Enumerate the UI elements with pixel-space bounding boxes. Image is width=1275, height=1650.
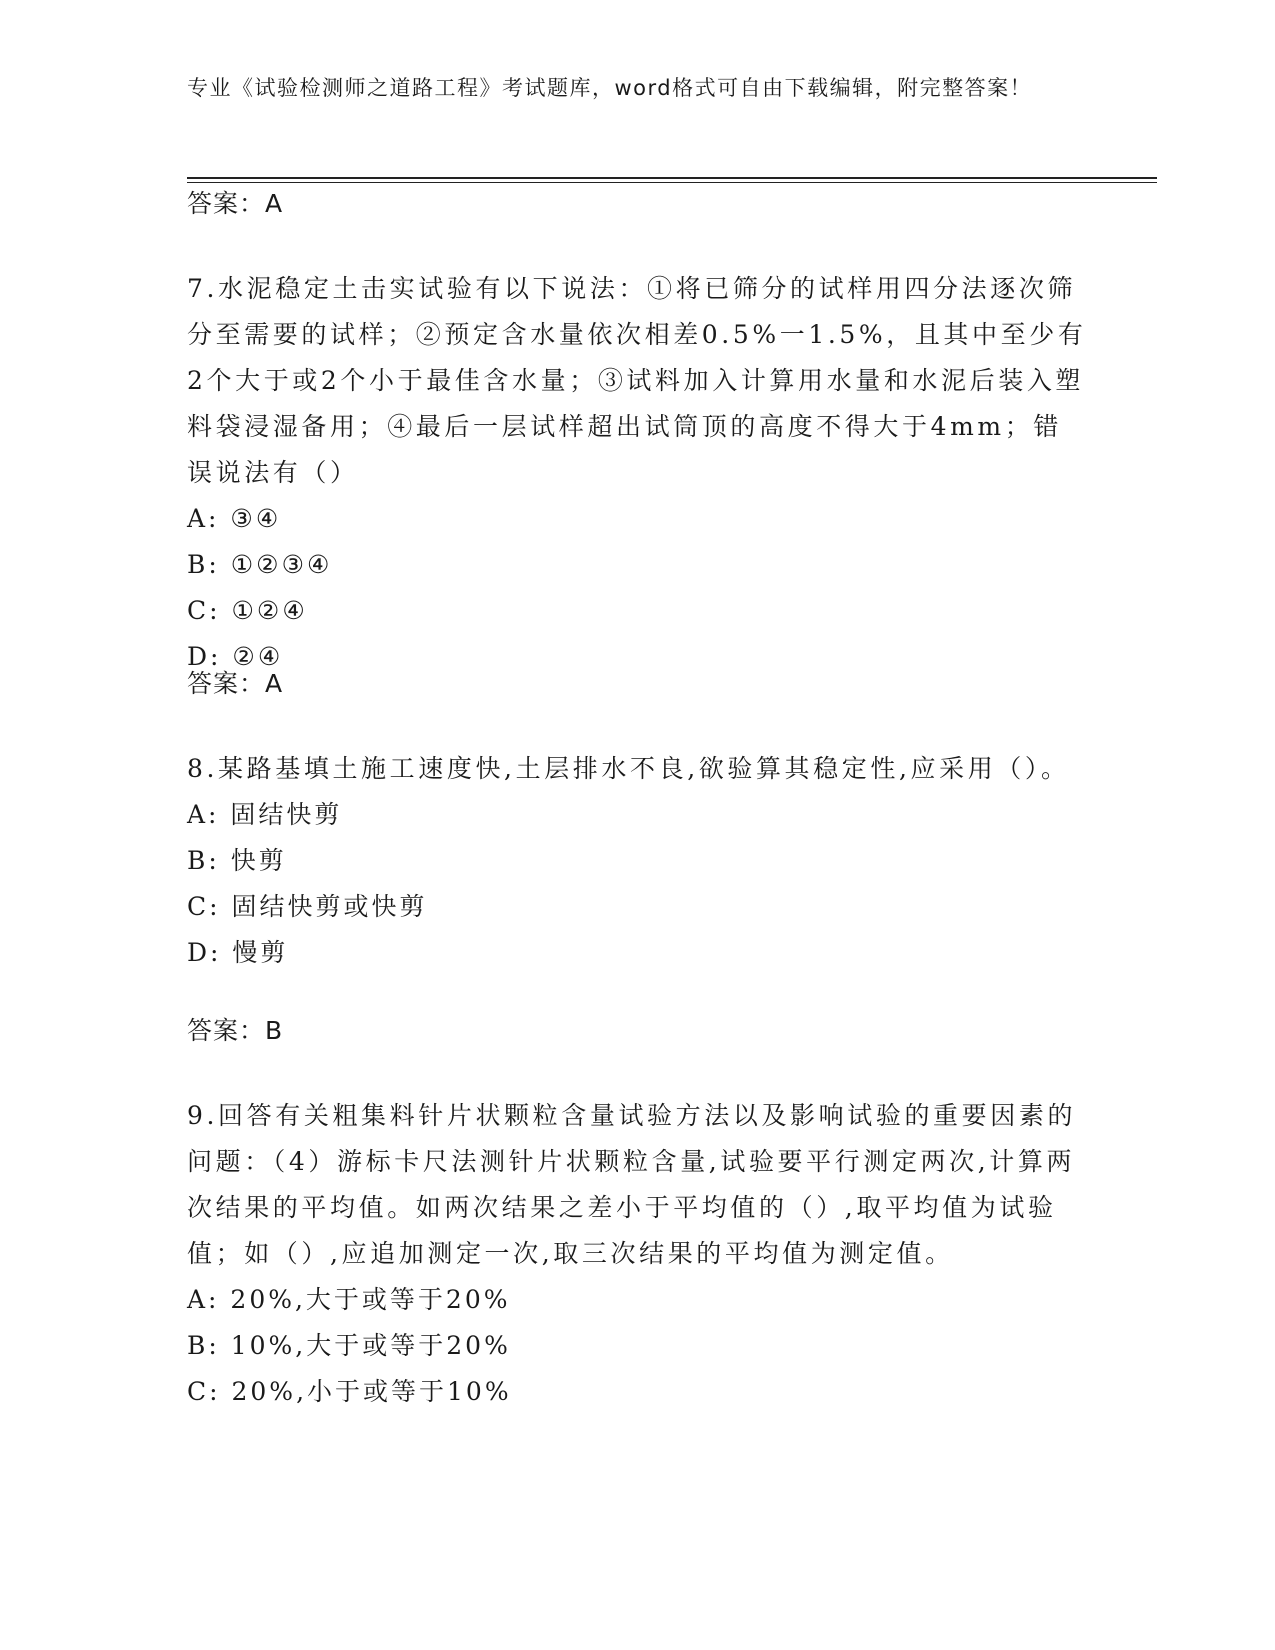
question-8-text: 8.某路基填土施工速度快,土层排水不良,欲验算其稳定性,应采用（）。: [187, 754, 1070, 783]
question-9-option-c: C: 20%,小于或等于10%: [187, 1377, 512, 1406]
document-header: [187, 72, 1157, 104]
question-8-option-b: B: 快剪: [187, 846, 287, 875]
question-7-option-d: D: ②④: [187, 642, 284, 671]
question-9-option-a: A: 20%,大于或等于20%: [187, 1285, 511, 1314]
question-7-text: 7.水泥稳定土击实试验有以下说法：①将已筛分的试样用四分法逐次筛分至需要的试样；②预定含水量依次相差0.5%一1.5%，且其中至少有2个大于或2个小于最佳含水量；③试料加入计算用水量和水泥后装入塑料袋浸湿备用；④最后一层试样超出试筒顶的高度不得大于4mm；错误说法有（）: [187, 274, 1087, 487]
question-7: [187, 266, 1087, 680]
answer-previous: 答案：A: [187, 189, 284, 218]
question-8-option-d: D: 慢剪: [187, 938, 289, 967]
header-divider-thick: [187, 177, 1157, 179]
question-8-option-a: A: 固结快剪: [187, 800, 343, 829]
answer-7: 答案：A: [187, 669, 284, 698]
question-7-option-a: A: ③④: [187, 504, 282, 533]
question-9-option-b: B: 10%,大于或等于20%: [187, 1331, 511, 1360]
question-8: [187, 746, 1087, 976]
question-9: [187, 1093, 1087, 1415]
answer-8: 答案：B: [187, 1016, 284, 1045]
question-9-text: 9.回答有关粗集料针片状颗粒含量试验方法以及影响试验的重要因素的问题：（4）游标卡尺法测针片状颗粒含量,试验要平行测定两次,计算两次结果的平均值。如两次结果之差小于平均值的（）,取平均值为试验值；如（）,应追加测定一次,取三次结果的平均值为测定值。: [187, 1101, 1077, 1268]
question-7-option-c: C: ①②④: [187, 596, 308, 625]
question-7-option-b: B: ①②③④: [187, 550, 333, 579]
header-text: 专业《试验检测师之道路工程》考试题库，word格式可自由下载编辑，附完整答案！: [187, 76, 1033, 100]
header-divider-thin: [187, 182, 1157, 183]
question-8-option-c: C: 固结快剪或快剪: [187, 892, 428, 921]
